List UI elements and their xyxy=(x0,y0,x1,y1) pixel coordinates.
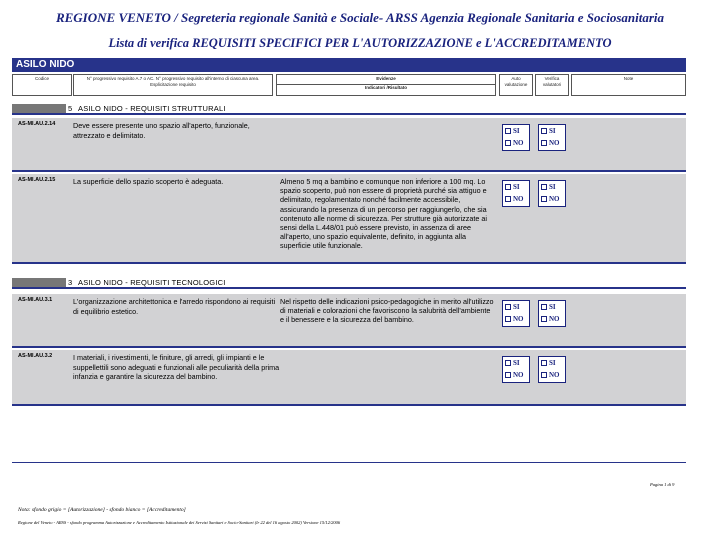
table-row xyxy=(12,350,686,406)
option-no-label: NO xyxy=(513,139,524,147)
checkbox-icon xyxy=(541,184,547,190)
option-no[interactable] xyxy=(541,195,560,203)
option-no-label: NO xyxy=(513,371,524,379)
column-header-indicatori: Indicatori /Risultato xyxy=(277,84,495,91)
row-indicator: Nel rispetto delle indicazioni psico-pedagogiche in merito all'utilizzo di materiali e colorazioni che favoriscono la salubrità dell'ambiente e il benessere e la sicurezza del bambino. xyxy=(280,297,494,325)
option-yes-label: SI xyxy=(513,183,520,191)
row-indicator: Almeno 5 mq a bambino e comunque non inferiore a 100 mq. Lo spazio scoperto, può non essere di proprietà purché sia attiguo e delimitato, regolamentato nonché facilmente accessibile, assicurando la presenza di un percorso per raggiungerlo, che sia contenuto alle norme di sicurezza. Per strutture già autorizzate ai sensi della L.448/01 può essere previsto, in assenza di aree all'aperto, uno spazio equivalente, definito, in aggiunta alla superficie utile funzionale. xyxy=(280,177,487,251)
checkbox-icon xyxy=(541,304,547,310)
option-yes-label: SI xyxy=(549,127,556,135)
option-no[interactable] xyxy=(541,139,560,147)
option-yes-label: SI xyxy=(549,183,556,191)
option-yes[interactable] xyxy=(505,359,520,367)
group-marker xyxy=(12,278,66,287)
option-no-label: NO xyxy=(549,139,560,147)
option-no-label: NO xyxy=(513,195,524,203)
option-yes-label: SI xyxy=(549,359,556,367)
group-header-technological xyxy=(12,278,686,289)
group-number: 3 xyxy=(68,278,73,287)
self-assessment-checkbox[interactable] xyxy=(502,180,530,207)
row-code: AS-MI.AU.3.2 xyxy=(18,353,53,359)
self-assessment-checkbox[interactable] xyxy=(502,124,530,151)
group-marker xyxy=(12,104,66,113)
column-header-note: Note xyxy=(571,74,686,96)
row-requirement: I materiali, i rivestimenti, le finiture, gli arredi, gli impianti e le suppellettili sono adeguati e funzionali alle peculiarità della prima infanzia e garantire la sicurezza del bambino. xyxy=(73,353,280,381)
self-assessment-checkbox[interactable] xyxy=(502,356,530,383)
row-code: AS-MI.AU.3.1 xyxy=(18,297,53,303)
column-header-autovalutazione: Auto valutazione xyxy=(499,74,533,96)
row-code: AS-MI.AU.2.14 xyxy=(18,121,56,127)
table-row xyxy=(12,174,686,264)
verification-checkbox[interactable] xyxy=(538,180,566,207)
option-yes-label: SI xyxy=(513,127,520,135)
column-header-verifica: Verifica valutatori xyxy=(535,74,569,96)
option-yes-label: SI xyxy=(549,303,556,311)
column-header-requisito: N° progressivo requisito A.7 o AC. N° progressivo requisito all'interno di ciascuna area. Esplicitazione requisito xyxy=(73,74,273,96)
header-subtitle: Lista di verifica REQUISITI SPECIFICI PER L'AUTORIZZAZIONE e L'ACCREDITAMENTO xyxy=(108,36,612,50)
checkbox-icon xyxy=(505,304,511,310)
row-requirement: L'organizzazione architettonica e l'arredo rispondono ai requisiti di equilibrio estetico. xyxy=(73,297,276,316)
option-no[interactable] xyxy=(541,315,560,323)
checkbox-icon xyxy=(541,128,547,134)
checkbox-icon xyxy=(505,372,511,378)
footer-text: Regione del Veneto - ARSS - sfondo programma Autorizzazione e Accreditamento Istituzionale dei Servizi Sanitari e Socio-Sanitari (lr 22 del 16 agosto 2002) Versione 15/12/2006 xyxy=(18,520,341,525)
option-yes[interactable] xyxy=(541,359,556,367)
verification-checkbox[interactable] xyxy=(538,300,566,327)
group-title: ASILO NIDO - REQUISITI STRUTTURALI xyxy=(78,104,226,113)
checkbox-icon xyxy=(541,360,547,366)
column-header-evidenze-label: Evidenze xyxy=(376,76,396,81)
checkbox-icon xyxy=(541,372,547,378)
option-no[interactable] xyxy=(541,371,560,379)
option-yes[interactable] xyxy=(505,183,520,191)
option-no-label: NO xyxy=(549,371,560,379)
checkbox-icon xyxy=(541,196,547,202)
group-title: ASILO NIDO - REQUISITI TECNOLOGICI xyxy=(78,278,226,287)
column-header-evidenze xyxy=(276,74,496,96)
verification-checkbox[interactable] xyxy=(538,356,566,383)
option-yes-label: SI xyxy=(513,303,520,311)
group-header-structural xyxy=(12,104,686,115)
checkbox-icon xyxy=(505,316,511,322)
option-yes[interactable] xyxy=(541,183,556,191)
footer-divider xyxy=(12,462,686,463)
option-no[interactable] xyxy=(505,315,524,323)
self-assessment-checkbox[interactable] xyxy=(502,300,530,327)
table-row xyxy=(12,294,686,348)
row-requirement: La superficie dello spazio scoperto è adeguata. xyxy=(73,177,224,186)
checkbox-icon xyxy=(541,140,547,146)
row-requirement: Deve essere presente uno spazio all'aperto, funzionale, attrezzato e delimitato. xyxy=(73,121,250,140)
checkbox-icon xyxy=(505,128,511,134)
legend-note: Nota: sfondo grigio = [Autorizzazione] - sfondo bianco = [Accreditamento] xyxy=(18,507,186,513)
checkbox-icon xyxy=(505,360,511,366)
checkbox-icon xyxy=(505,140,511,146)
option-yes[interactable] xyxy=(505,127,520,135)
option-no[interactable] xyxy=(505,139,524,147)
row-code: AS-MI.AU.2.15 xyxy=(18,177,56,183)
option-yes-label: SI xyxy=(513,359,520,367)
option-no-label: NO xyxy=(549,195,560,203)
option-no[interactable] xyxy=(505,195,524,203)
option-yes[interactable] xyxy=(541,303,556,311)
option-no-label: NO xyxy=(513,315,524,323)
checkbox-icon xyxy=(505,196,511,202)
verification-checkbox[interactable] xyxy=(538,124,566,151)
option-no-label: NO xyxy=(549,315,560,323)
group-number: 5 xyxy=(68,104,73,113)
option-yes[interactable] xyxy=(505,303,520,311)
header-title: REGIONE VENETO / Segreteria regionale Sanità e Sociale- ARSS Agenzia Regionale Sanitaria e Sociosanitaria xyxy=(55,10,665,25)
page-number: Pagina 1 di 9 xyxy=(650,482,675,487)
section-title-bar: ASILO NIDO xyxy=(12,58,686,72)
column-header-codice: Codice xyxy=(12,74,72,96)
checkbox-icon xyxy=(541,316,547,322)
option-yes[interactable] xyxy=(541,127,556,135)
table-row xyxy=(12,118,686,172)
option-no[interactable] xyxy=(505,371,524,379)
checkbox-icon xyxy=(505,184,511,190)
